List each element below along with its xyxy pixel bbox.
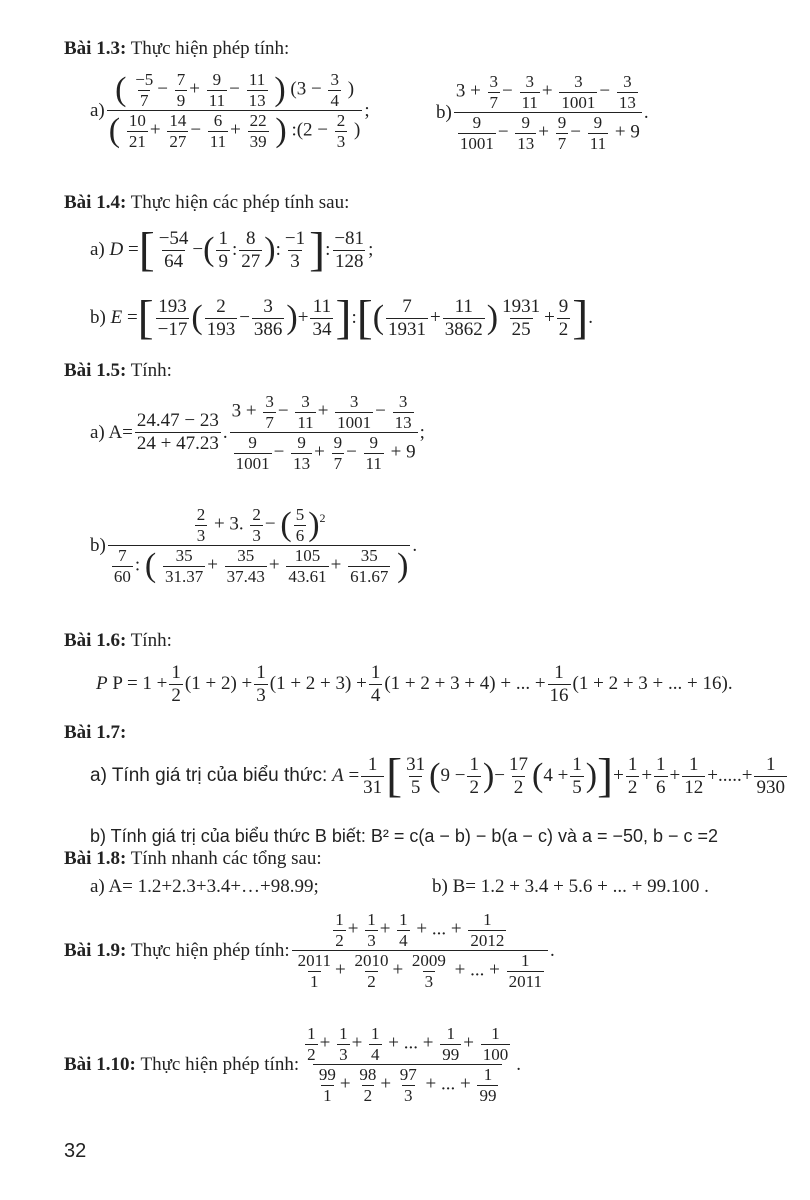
exercise-instruction: Thực hiện phép tính: — [130, 38, 290, 59]
exercise-1-5-heading — [64, 360, 172, 382]
exercise-title: Bài 1.4: — [64, 192, 127, 213]
exercise-1-5-b: b) $\frac{2}{3}$ + 3. $\frac{2}{3}$ − ( $\frac{5}{6}$ )$^2$ $\frac{7}{60}$ : ( $\frac{35}{31.37}$ + $\frac{35}{37.43}$ + $\frac{105}{43.61}$ + $\frac{35}{61.67}$ ) . — [90, 505, 418, 586]
exercise-instruction: Tính: — [130, 630, 172, 651]
exercise-1-3-a: a) ( $\frac{-5}{7}$ − $\frac{7}{9}$ + $\frac{9}{11}$ − $\frac{11}{13}$ ) (3 − $\frac{3}{4}$ ) ( $\frac{10}{21}$ + $\frac{14}{27}$ − $\frac{6}{11}$ + $\frac{22}{39}$ ) :(2 − $\frac{2}{3}$ ) ; — [90, 70, 370, 151]
exercise-title: Bài 1.9: — [64, 939, 127, 961]
exercise-1-6-heading — [64, 630, 172, 652]
page-number: 32 — [64, 1140, 87, 1162]
exercise-title: Bài 1.3: — [64, 38, 127, 59]
exercise-instruction: Thực hiện phép tính: — [140, 1053, 300, 1075]
exercise-1-7-a: a) Tính giá trị của biểu thức: A = $\frac{1}{31}$ [ $\frac{31}{5}$ ( 9 − $\frac{1}{2}$ ) − $\frac{17}{2}$ ( 4 + $\frac{1}{5}$ ) ] + $\frac{1}{2}$ + $\frac{1}{6}$ + $\frac{1}{12}$ +.....+ $\frac{1}{930}$ — [90, 749, 785, 802]
part-label: b) — [436, 101, 452, 123]
exercise-instruction: Thực hiện các phép tính sau: — [130, 192, 350, 213]
exercise-instruction: Tính nhanh các tổng sau: — [130, 848, 322, 869]
exercise-1-8-heading — [64, 848, 322, 870]
exercise-1-6-formula: P P = 1 + $\frac{1}{2}$ (1 + 2) + $\frac{1}{3}$ (1 + 2 + 3) + $\frac{1}{4}$ (1 + 2 + 3 + 4) + ... + $\frac{1}{16}$ (1 + 2 + 3 + ... + 16). — [96, 662, 733, 706]
exercise-1-7-b: b) Tính giá trị của biểu thức B biết: B² = c(a − b) − b(a − c) và a = −50, b − c =2 — [90, 826, 719, 846]
exercise-instruction: Tính: — [130, 360, 172, 381]
exercise-1-8-b: b) B= 1.2 + 3.4 + 5.6 + ... + 99.100 . — [432, 876, 709, 897]
exercise-1-8-a: a) A= 1.2+2.3+3.4+…+98.99; — [90, 876, 319, 897]
exercise-1-3-heading — [64, 38, 289, 60]
exercise-1-9: Bài 1.9: Thực hiện phép tính: $\frac{1}{2}$ + $\frac{1}{3}$ + $\frac{1}{4}$ + ... + $\frac{1}{2012}$ $\frac{2011}{1}$ + $\frac{2010}{2}$ + $\frac{2009}{3}$ + ... + $\frac{1}{2011}$ . — [64, 910, 555, 991]
exercise-title: Bài 1.6: — [64, 630, 127, 651]
exercise-1-4-b: b) E = [ $\frac{193}{-17}$ ( $\frac{2}{193}$ − $\frac{3}{386}$ ) + $\frac{11}{34}$ ] : [ ( $\frac{7}{1931}$ + $\frac{11}{3862}$ ) $\frac{1931}{25}$ + $\frac{9}{2}$ ] . — [90, 291, 594, 344]
main-fraction: 3 + $\frac{3}{7}$ − $\frac{3}{11}$ + $\frac{3}{1001}$ − $\frac{3}{13}$ $\frac{9}{1001}$ − $\frac{9}{13}$ + $\frac{9}{7}$ − $\frac{9}{11}$ + 9 — [455, 72, 640, 153]
exercise-1-7-heading — [64, 722, 126, 744]
exercise-1-3-b: b) 3 + $\frac{3}{7}$ − $\frac{3}{11}$ + $\frac{3}{1001}$ − $\frac{3}{13}$ $\frac{9}{1001}$ − $\frac{9}{13}$ + $\frac{9}{7}$ − $\frac{9}{11}$ + 9 . — [436, 72, 649, 153]
exercise-title: Bài 1.10: — [64, 1053, 136, 1075]
exercise-1-5-a: a) A= $\frac{24.47 - 23}{24 + 47.23}$ . 3 + $\frac{3}{7}$ − $\frac{3}{11}$ + $\frac{3}{1001}$ − $\frac{3}{13}$ $\frac{9}{1001}$ − $\frac{9}{13}$ + $\frac{9}{7}$ − $\frac{9}{11}$ + 9 ; — [90, 392, 425, 473]
exercise-title: Bài 1.5: — [64, 360, 127, 381]
exercise-title: Bài 1.7: — [64, 722, 127, 743]
part-label: a) — [90, 99, 105, 121]
exercise-1-4-heading — [64, 192, 349, 214]
exercise-1-10: Bài 1.10: Thực hiện phép tính: $\frac{1}{2}$ + $\frac{1}{3}$ + $\frac{1}{4}$ + ... + $\frac{1}{99}$ + $\frac{1}{100}$ $\frac{99}{1}$ + $\frac{98}{2}$ + $\frac{97}{3}$ + ... + $\frac{1}{99}$ . — [64, 1024, 521, 1105]
main-fraction: ( $\frac{-5}{7}$ − $\frac{7}{9}$ + $\frac{9}{11}$ − $\frac{11}{13}$ ) (3 − $\frac{3}{4}$ ) ( $\frac{10}{21}$ + $\frac{14}{27}$ − $\frac{6}{11}$ + $\frac{22}{39}$ ) :(2 − $\frac{2}{3}$ ) — [108, 70, 361, 151]
exercise-title: Bài 1.8: — [64, 848, 127, 869]
exercise-1-4-a: a) D = [ $\frac{-54}{64}$ − ( $\frac{1}{9}$ : $\frac{8}{27}$ ) : $\frac{-1}{3}$ ] : $\frac{-81}{128}$ ; — [90, 223, 374, 276]
exercise-instruction: Thực hiện phép tính: — [131, 939, 290, 961]
